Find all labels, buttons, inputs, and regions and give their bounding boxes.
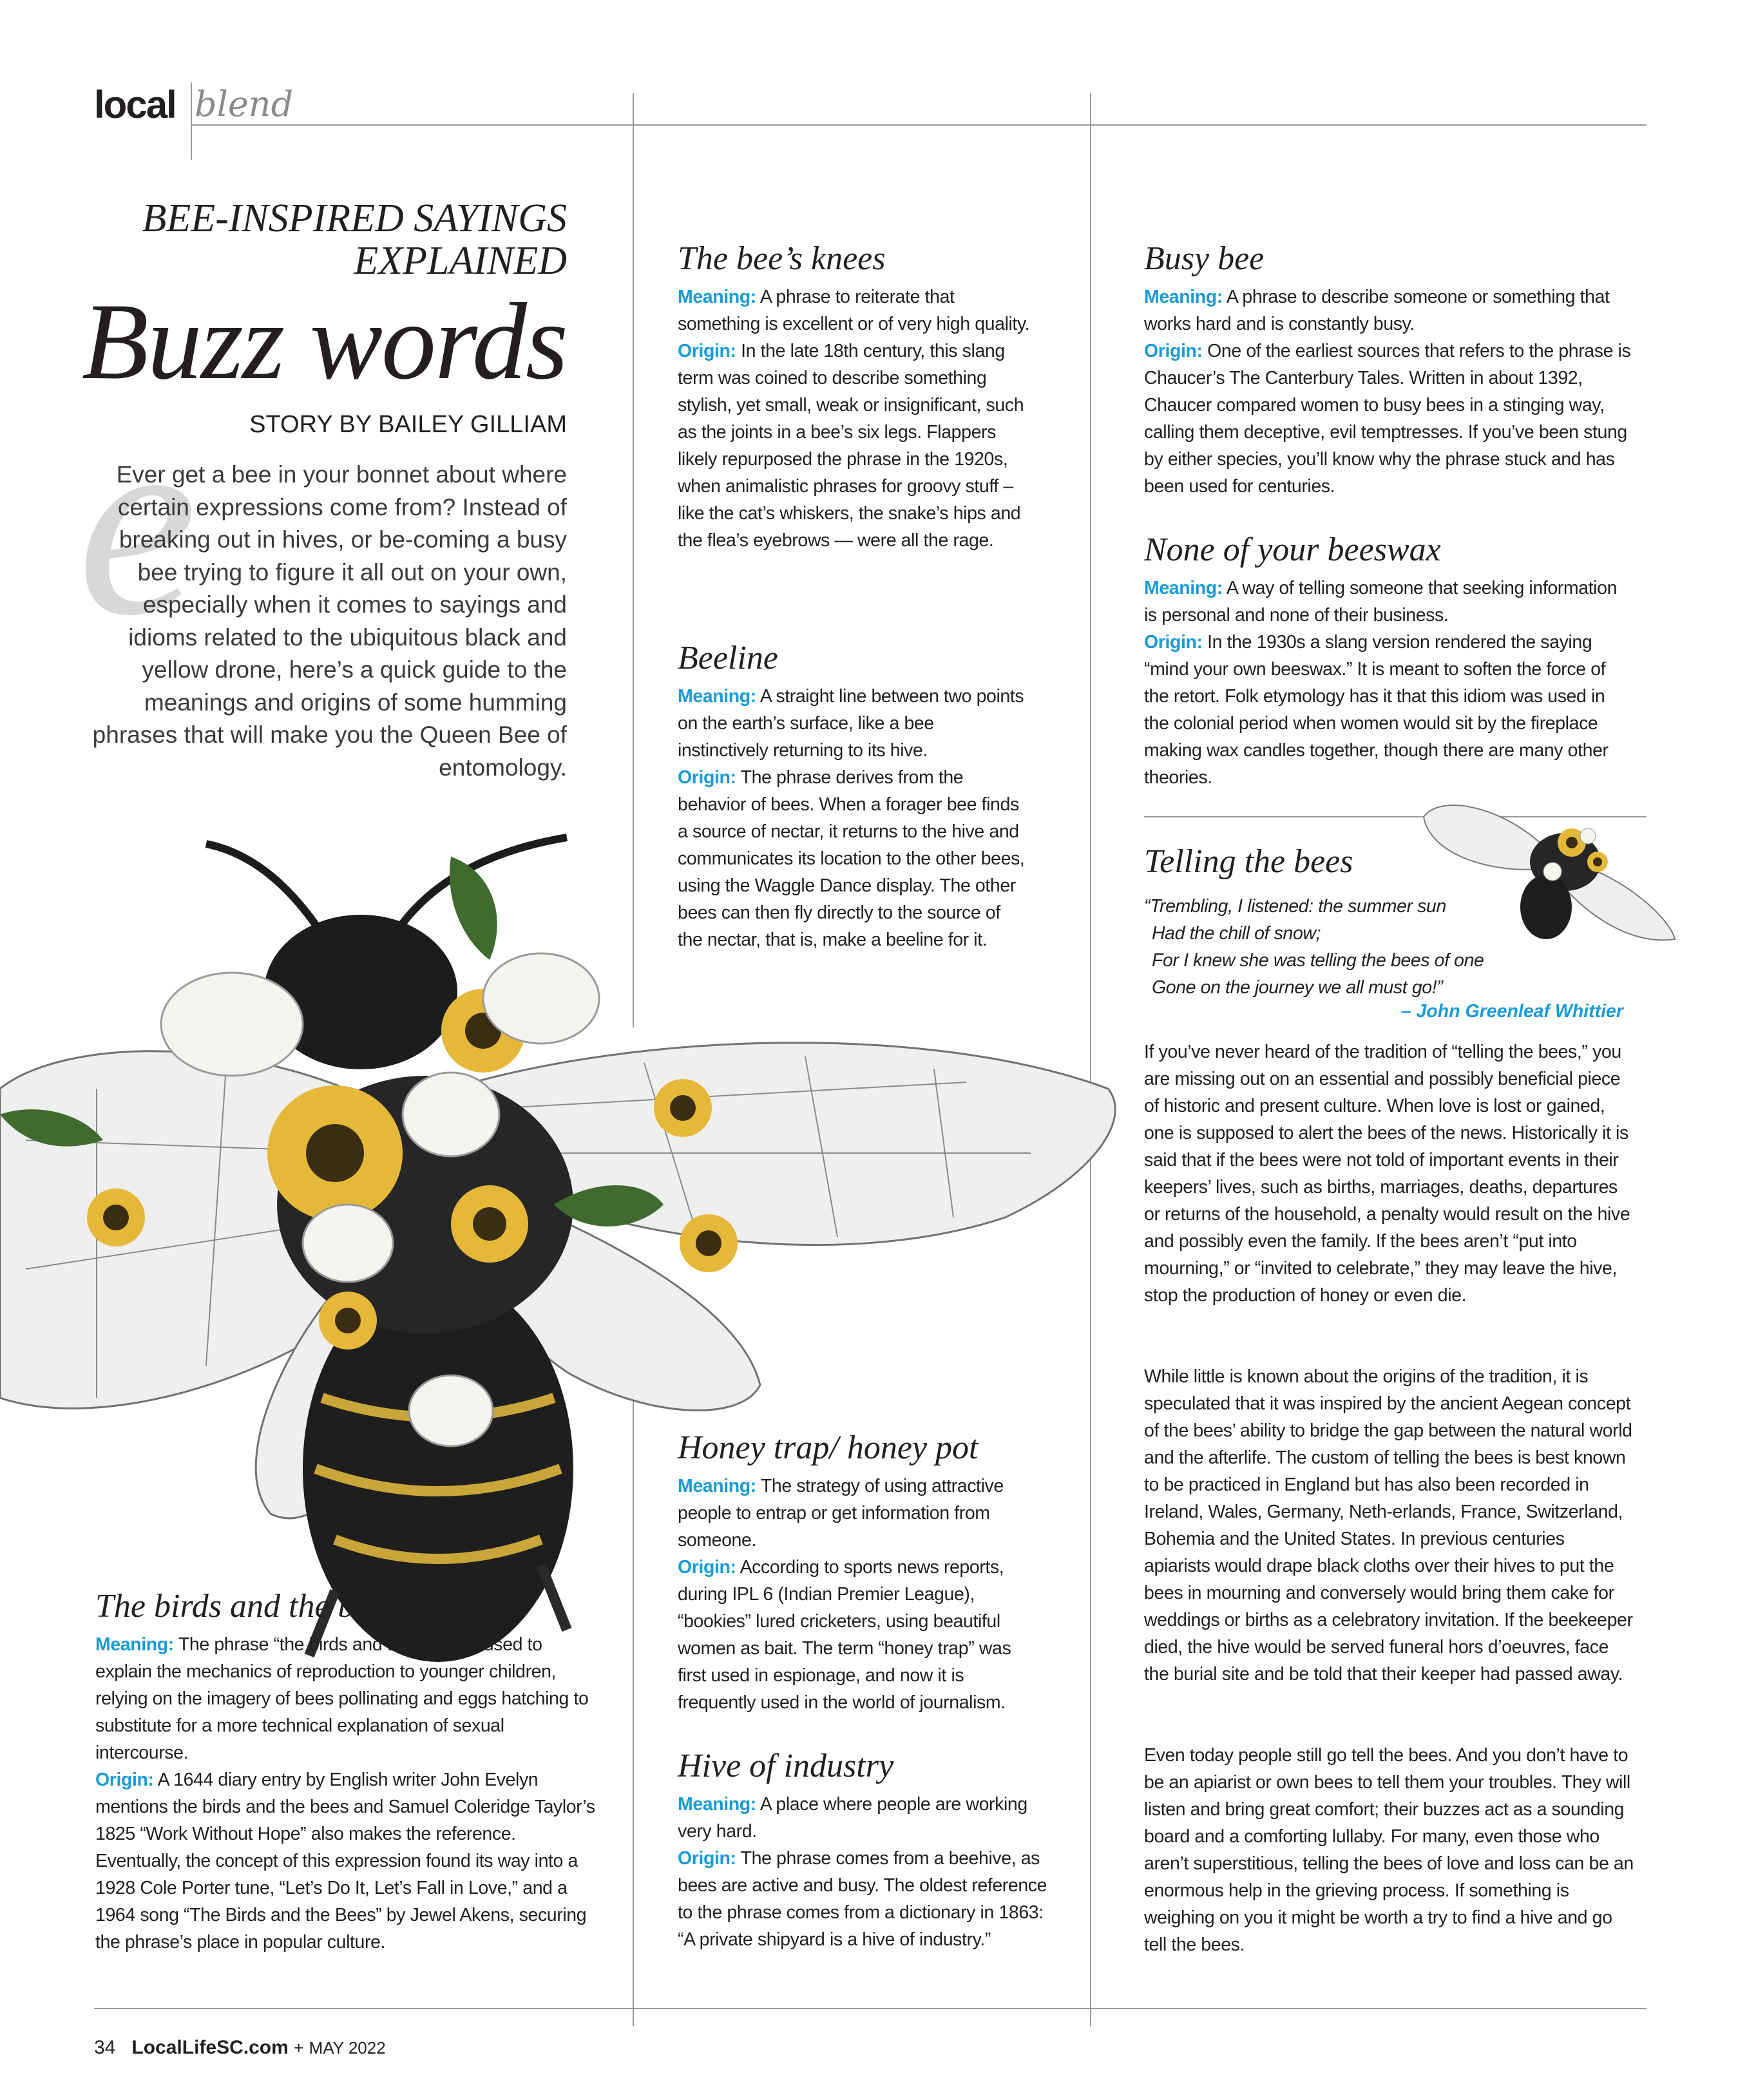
origin-label: Origin: bbox=[678, 1848, 736, 1869]
heading-hive-of-industry: Hive of industry bbox=[678, 1748, 894, 1784]
meaning-text: The phrase “the birds and the bees” is used to explain the mechanics of reproduction to younger children, relying on the imagery of bees pollinating and eggs hatching to substitute for a more technical explanation of sexual intercourse. bbox=[95, 1634, 589, 1763]
section-birds-and-bees bbox=[95, 1631, 598, 1956]
origin-label: Origin: bbox=[1144, 632, 1203, 653]
heading-beeline: Beeline bbox=[678, 640, 778, 676]
brand-local: local bbox=[94, 83, 176, 126]
page-title: Buzz words bbox=[81, 281, 567, 402]
footer bbox=[94, 2037, 386, 2059]
origin-text: A 1644 diary entry by English writer John Evelyn mentions the birds and the bees and Samuel Coleridge Taylor’s 1825 “Work Without Hope” also makes the reference. Eventually, the concept of this expression found its way into a 1928 Cole Porter tune, “Let’s Do It, Let’s Fall in Love,” and a 1964 song “The Birds and the Bees” by Jewel Akens, securing the phrase’s place in popular culture. bbox=[95, 1770, 595, 1952]
brand-divider bbox=[191, 82, 192, 160]
brand-blend: blend bbox=[195, 84, 294, 124]
meaning-label: Meaning: bbox=[1144, 578, 1223, 598]
section-busy-bee bbox=[1144, 283, 1634, 500]
heading-bees-knees: The bee’s knees bbox=[678, 240, 886, 277]
origin-text: According to sports news reports, during IPL 6 (Indian Premier League), “bookies” lured cricketers, using beautiful women as bait. The term “honey trap” was first used in espionage, and now it is frequently used in the world of journalism. bbox=[678, 1557, 1011, 1713]
origin-label: Origin: bbox=[678, 767, 736, 788]
meaning-label: Meaning: bbox=[678, 1794, 756, 1815]
poem-attribution: – John Greenleaf Whittier bbox=[1400, 1001, 1623, 1022]
meaning-text: A phrase to describe someone or something that works hard and is constantly busy. bbox=[1144, 287, 1610, 334]
section-bees-knees bbox=[678, 283, 1038, 554]
meaning-label: Meaning: bbox=[95, 1634, 174, 1655]
footer-separator: + bbox=[294, 2038, 304, 2057]
issue-date: MAY 2022 bbox=[309, 2038, 386, 2057]
origin-text: The phrase derives from the behavior of bees. When a forager bee finds a source of nectar, it returns to the hive and communicates its location to the other bees, using the Waggle Dance display. The other bees can then fly directly to the source of the nectar, that is, make a beeline for it. bbox=[678, 767, 1025, 950]
poem-line: Gone on the journey we all must go!” bbox=[1152, 977, 1443, 998]
origin-text: In the 1930s a slang version rendered the saying “mind your own beeswax.” It is meant to soften the force of the retort. Folk etymology has it that this idiom was used in the colonial period when women would sit by the fireplace making wax candles together, though there are many other theories. bbox=[1144, 632, 1609, 788]
top-rule bbox=[191, 124, 1647, 126]
section-none-of-your-beeswax bbox=[1144, 575, 1634, 791]
meaning-text: The strategy of using attractive people to entrap or get information from someone. bbox=[678, 1476, 1004, 1551]
poem-line: For I knew she was telling the bees of one bbox=[1152, 950, 1484, 971]
heading-honey-trap: Honey trap/ honey pot bbox=[678, 1429, 979, 1466]
kicker: BEE-INSPIRED SAYINGS EXPLAINED bbox=[142, 196, 567, 283]
heading-busy-bee: Busy bee bbox=[1144, 240, 1265, 277]
meaning-label: Meaning: bbox=[678, 287, 756, 307]
origin-label: Origin: bbox=[1144, 341, 1203, 361]
origin-label: Origin: bbox=[678, 1557, 736, 1578]
telling-paragraph-3: Even today people still go tell the bees. And you don’t have to be an apiarist or own bees to tell them your troubles. They will listen and bring great comfort; their buzzes act as a sounding board and a comforting lullaby. For many, even those who aren’t superstitious, telling the bees of love and loss can be an enormous help in the grieving process. If something is weighing on you it might be worth a try to find a hive and go tell the bees. bbox=[1144, 1745, 1634, 1955]
drop-cap: e bbox=[77, 372, 198, 671]
meaning-text: A straight line between two points on the earth’s surface, like a bee instinctively returning to its hive. bbox=[678, 686, 1024, 761]
bottom-rule bbox=[94, 2008, 1647, 2009]
meaning-label: Meaning: bbox=[1144, 287, 1223, 307]
page-number: 34 bbox=[94, 2037, 116, 2058]
heading-birds-and-bees: The birds and the bees bbox=[95, 1588, 397, 1625]
origin-label: Origin: bbox=[678, 341, 736, 361]
section-hive-of-industry bbox=[678, 1791, 1064, 1953]
meaning-label: Meaning: bbox=[678, 686, 756, 707]
poem-quote bbox=[1144, 893, 1505, 1001]
site-name: LocalLifeSC.com bbox=[131, 2037, 289, 2058]
poem-line: “Trembling, I listened: the summer sun bbox=[1144, 896, 1446, 917]
poem-line: Had the chill of snow; bbox=[1152, 923, 1321, 944]
meaning-label: Meaning: bbox=[678, 1476, 756, 1496]
section-honey-trap bbox=[678, 1473, 1038, 1716]
section-beeline bbox=[678, 683, 1026, 953]
telling-paragraph-1: If you’ve never heard of the tradition of “telling the bees,” you are missing out on an essential and possibly beneficial piece of historic and present culture. When love is lost or gained, one is supposed to alert the bees of the news. Historically it is said that if the bees were not told of important events in their keepers’ lives, such as births, marriages, deaths, departures or returns of the household, a penalty would result on the hive and possibly even the family. If the bees aren’t “put into mourning,” or “invited to celebrate,” they may leave the hive, stop the production of honey or even die. bbox=[1144, 1042, 1630, 1306]
origin-text: In the late 18th century, this slang term was coined to describe something stylish, yet small, weak or insignificant, such as the joints in a bee’s six legs. Flappers likely repurposed the phrase in the 1920s, when animalistic phrases for groovy stuff – like the cat’s whiskers, the snake’s hips and the flea’s eyebrows — were all the rage. bbox=[678, 341, 1024, 551]
heading-telling-the-bees: Telling the bees bbox=[1144, 843, 1353, 880]
meaning-text: A place where people are working very hard. bbox=[678, 1794, 1027, 1842]
meaning-text: A phrase to reiterate that something is excellent or of very high quality. bbox=[678, 287, 1030, 334]
heading-none-of-your-beeswax: None of your beeswax bbox=[1144, 531, 1441, 568]
byline: STORY BY BAILEY GILLIAM bbox=[249, 411, 567, 438]
origin-text: The phrase comes from a beehive, as bees are active and busy. The oldest reference to the phrase comes from a dictionary in 1863: “A private shipyard is a hive of industry.” bbox=[678, 1848, 1047, 1950]
telling-paragraph-2: While little is known about the origins of the tradition, it is speculated that it was inspired by the ancient Aegean concept of the bees’ ability to bridge the gap between the natural world and the afterlife. The custom of telling the bees is best known to be practiced in England but has also been recorded in Ireland, Wales, Germany, Neth-erlands, France, Switzerland, Bohemia and the United States. In previous centuries apiarists would drape black cloths over their hives to put the bees in mourning and conversely would bring them cake for weddings or births as a celebratory invitation. If the beekeeper died, the hive would be served funeral hors d’oeuvres, face the burial site and be told that their keeper had passed away. bbox=[1144, 1366, 1633, 1685]
meaning-text: A way of telling someone that seeking information is personal and none of their business. bbox=[1144, 578, 1618, 625]
origin-label: Origin: bbox=[95, 1770, 154, 1790]
origin-text: One of the earliest sources that refers to the phrase is Chaucer’s The Canterbury Tales. Written in about 1392, Chaucer compared women to busy bees in a stinging way, calling them deceptive, evil temptresses. If you’ve been stung by either species, you’ll know why the phrase stuck and has been used for centuries. bbox=[1144, 341, 1631, 497]
intro-paragraph: Ever get a bee in your bonnet about where certain expressions come from? Instead of breaking out in hives, or be-coming a busy bee trying to figure it all out on your own, especially when it comes to sayings and idioms related to the ubiquitous black and yellow drone, here’s a quick guide to the meanings and origins of some humming phrases that will make you the Queen Bee of entomology. bbox=[92, 461, 567, 781]
